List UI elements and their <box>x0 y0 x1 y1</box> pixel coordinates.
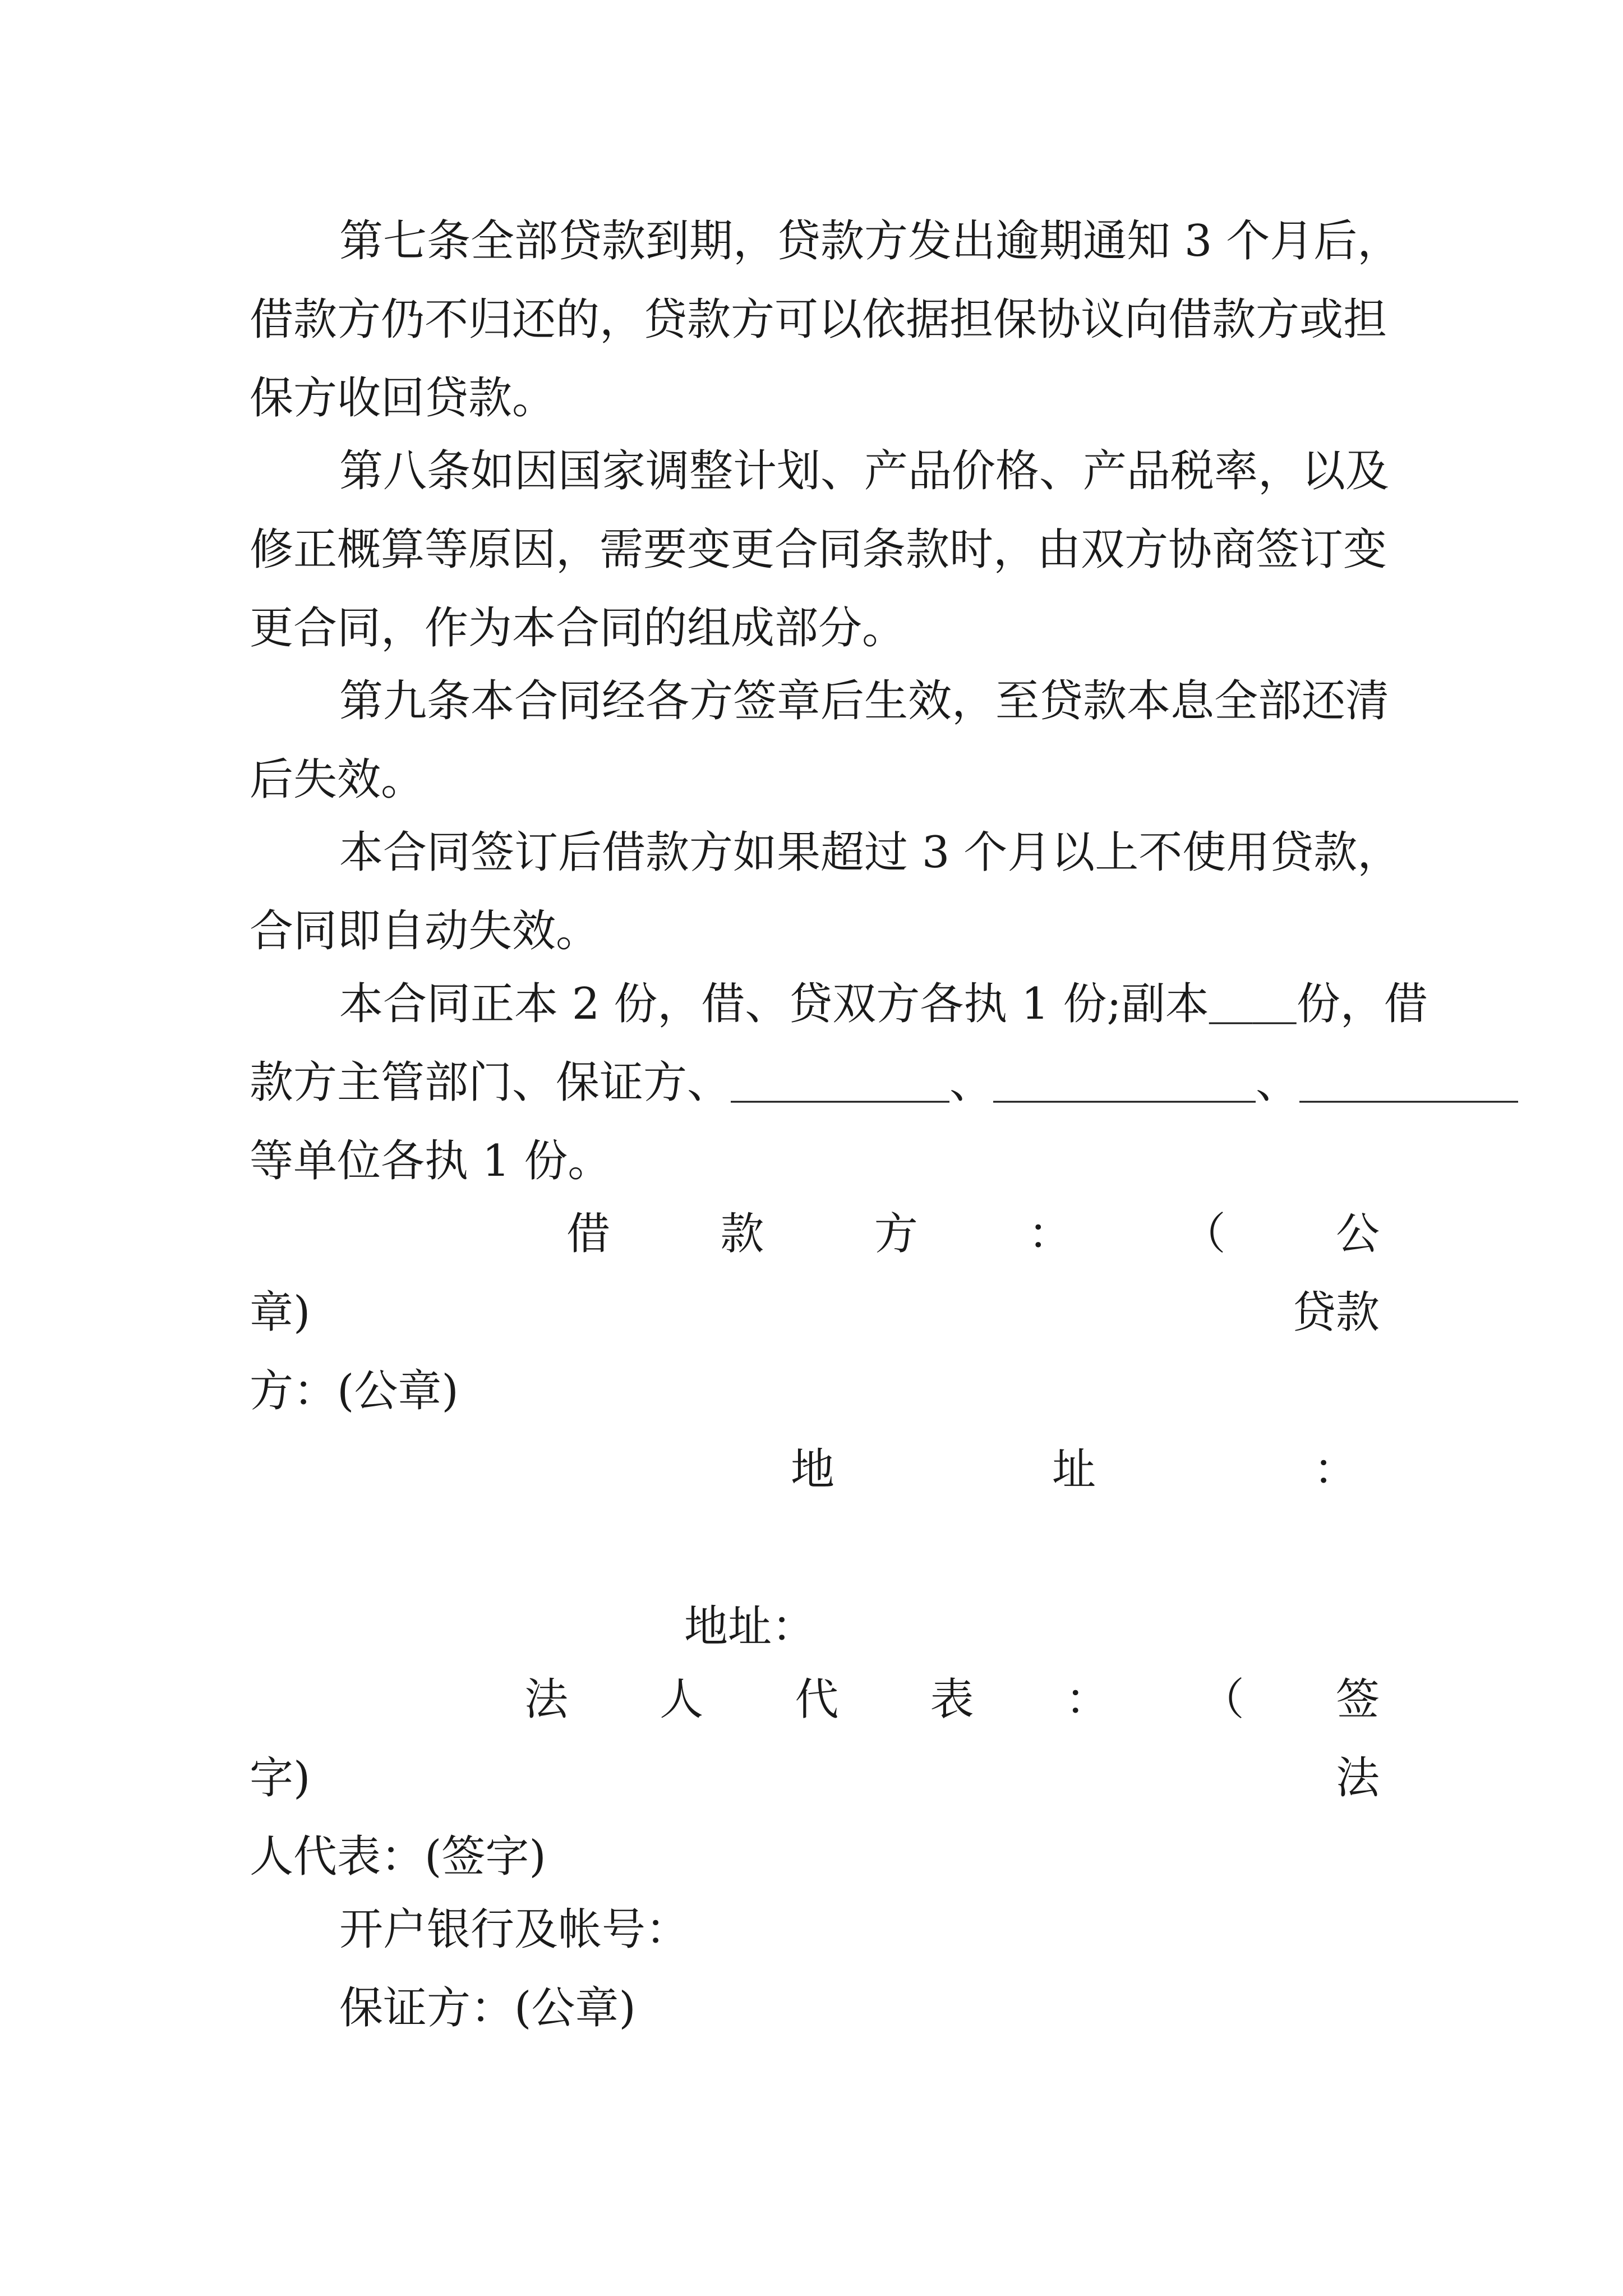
article-9-line-1: 第九条本合同经各方签章后生效，至贷款本息全部还清 <box>339 676 1390 726</box>
borrower-seal-label <box>566 1206 1380 1262</box>
legal-rep-2-label: 人代表：(签字) <box>250 1832 546 1882</box>
copies-line-1: 本合同正本 2 份，借、贷双方各执 1 份;副本＿＿份，借 <box>339 979 1428 1029</box>
unused-loan-line-2: 合同即自动失效。 <box>250 906 600 956</box>
legal-rep-char: 人 <box>660 1674 704 1725</box>
legal-rep-char: （ <box>1200 1674 1244 1725</box>
article-8-line-1: 第八条如因国家调整计划、产品价格、产品税率，以及 <box>339 446 1390 496</box>
guarantor-seal-label: 保证方：(公章) <box>339 1983 636 2033</box>
legal-rep-char: 代 <box>795 1674 839 1725</box>
legal-rep-end: 字) <box>250 1753 311 1803</box>
article-7-line-2: 借款方仍不归还的，贷款方可以依据担保协议向借款方或担 <box>250 295 1387 345</box>
borrower-lender-line <box>250 1285 1380 1341</box>
unused-loan-line-1: 本合同签订后借款方如果超过 3 个月以上不使用贷款， <box>339 827 1401 878</box>
address-char: 地 <box>791 1444 835 1495</box>
legal-rep-char: 表 <box>930 1674 974 1725</box>
address-char: ： <box>1313 1444 1357 1495</box>
legal-rep-char: 签 <box>1335 1674 1380 1725</box>
borrower-char: 款 <box>720 1209 764 1259</box>
borrower-seal-end: 章) <box>250 1287 311 1338</box>
bank-account-label: 开户银行及帐号： <box>339 1904 690 1955</box>
borrower-char: 借 <box>566 1209 611 1259</box>
address-label-2: 地址： <box>684 1602 816 1652</box>
copies-line-2: 款方主管部门、保证方、＿＿＿＿＿、＿＿＿＿＿＿、＿＿＿＿＿ <box>250 1057 1519 1108</box>
article-7-line-1: 第七条全部贷款到期，贷款方发出逾期通知 3 个月后， <box>339 216 1401 266</box>
legal-rep2-start: 法 <box>1335 1753 1380 1803</box>
article-7-line-3: 保方收回贷款。 <box>250 373 556 424</box>
address-label-1 <box>791 1442 1357 1498</box>
legal-rep-char: ： <box>1065 1674 1109 1725</box>
borrower-char: （ <box>1182 1209 1226 1259</box>
borrower-char: ： <box>1028 1209 1072 1259</box>
legal-rep-label <box>524 1672 1380 1728</box>
copies-line-3: 等单位各执 1 份。 <box>250 1136 612 1186</box>
lender-seal-label: 方：(公章) <box>250 1366 459 1416</box>
lender-seal-start: 贷款 <box>1292 1287 1380 1338</box>
legal-rep-char: 法 <box>524 1674 569 1725</box>
article-8-line-3: 更合同，作为本合同的组成部分。 <box>250 603 906 654</box>
address-char: 址 <box>1052 1444 1096 1495</box>
borrower-char: 方 <box>874 1209 918 1259</box>
article-8-line-2: 修正概算等原因，需要变更合同条款时，由双方协商签订变 <box>250 524 1387 575</box>
borrower-char: 公 <box>1335 1209 1380 1259</box>
legal-rep-line-2 <box>250 1750 1380 1806</box>
article-9-line-2: 后失效。 <box>250 754 425 805</box>
